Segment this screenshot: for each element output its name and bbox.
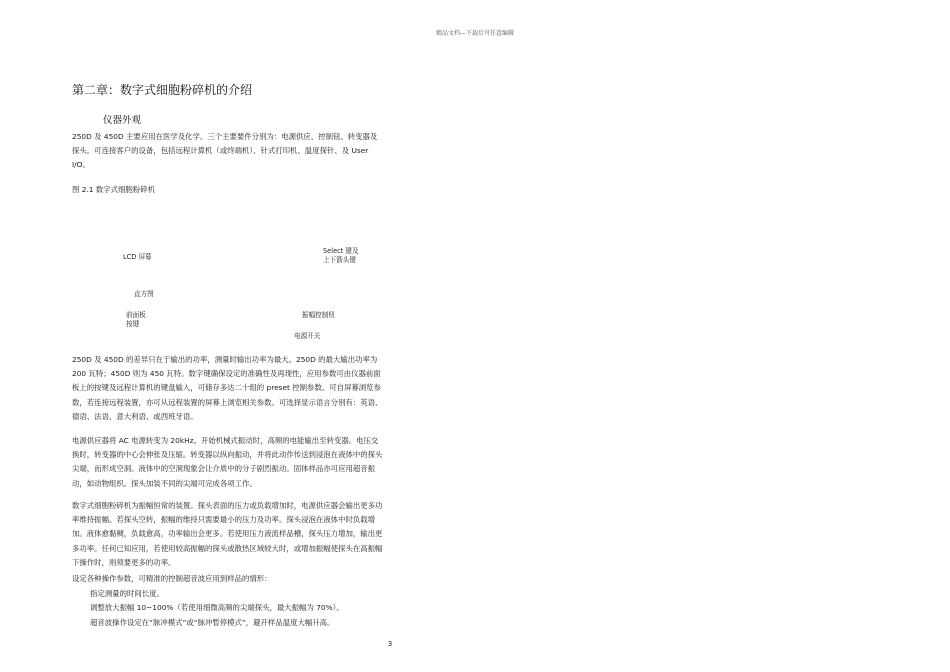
list-intro: 设定各种操作参数，可精准的控制超音波应用到样品的情形： [72, 574, 272, 583]
section-title: 仪器外观 [103, 115, 142, 126]
label-histogram: 直方图 [134, 290, 154, 298]
label-power-switch: 电源开关 [294, 332, 321, 340]
list-item: 超音波操作设定在“脉冲模式”或“脉冲暂停模式”，避开样品温度大幅升高。 [90, 618, 335, 627]
list-item: 指定测量的时间长度。 [90, 589, 164, 598]
chapter-title: 第二章：数字式细胞粉碎机的介绍 [72, 83, 253, 97]
intro-paragraph: 250D 及 450D 主要应用在医学及化学。三个主要要件分别为：电源供应、控制钮、转变器及探头。可连接客户的设备，包括远程计算机（或终端机）、针式打印机、温度探针、及 User I/O。 [72, 132, 378, 170]
label-front-panel-line1: 前面板 [126, 311, 146, 319]
label-select-keys [323, 247, 359, 265]
label-lcd-screen: LCD 屏幕 [123, 253, 152, 261]
label-select-line1: Select 键及 [323, 247, 359, 255]
page-number: 3 [387, 640, 393, 648]
label-front-panel [126, 311, 146, 329]
page-header: 精品文档---下载后可任意编辑 [435, 30, 515, 37]
figure-caption: 图 2.1 数字式细胞粉碎机 [72, 185, 155, 194]
label-front-panel-line2: 按键 [126, 320, 140, 328]
paragraph-power-supply: 电源供应器将 AC 电源转变为 20kHz。开始机械式振动时，高频的电能输出至转变器。电压交换时，转变器的中心会伸张及压缩。转变器以纵向振动，并将此动作传送到浸泡在液体中的探头尖端，而形成空洞。液体中的空洞现象会让介质中的分子剧烈振动。固体样品亦可应用超音振动，如动物组织。探头加装不同的尖端可完成各项工作。 [72, 436, 383, 488]
paragraph-constant-amplitude: 数字式细胞粉碎机为振幅恒常的装置。探头表面的压力或负载增加时，电源供应器会输出更多功率维持振幅。若探头空转，振幅的维持只需要最小的压力及功率。探头浸泡在液体中时负载增加。液体愈黏稠，负载愈高，功率输出会更多。若使用压力液流样品槽，探头压力增加，输出更多功率。任何已知应用，若使用较高振幅的探头或散热区域较大时，或增加振幅使探头在高振幅下操作时，则须要更多的功率。 [72, 501, 383, 567]
label-select-line2: 上下箭头键 [323, 256, 356, 264]
label-amplitude-knob: 振幅控制钮 [302, 311, 335, 319]
list-item: 调整放大振幅 10~100%（若使用细微高频的尖端探头，最大振幅为 70%）。 [90, 603, 344, 612]
paragraph-power-difference: 250D 及 450D 的差异只在于输出的功率，测量时输出功率为最大。250D 的最大输出功率为 200 瓦特；450D 则为 450 瓦特。数字键确保设定的准确性及再现性，应用参数可由仪器前面板上的按键及远程计算机的键盘输入，可储存多达二十组的 preset 控制参数。可自屏幕浏览参数，若连接远程装置，亦可从远程装置的屏幕上浏览相关参数。可选择显示语言分别有：英语、德语、法语、意大利语、或西班牙语。 [72, 355, 383, 421]
